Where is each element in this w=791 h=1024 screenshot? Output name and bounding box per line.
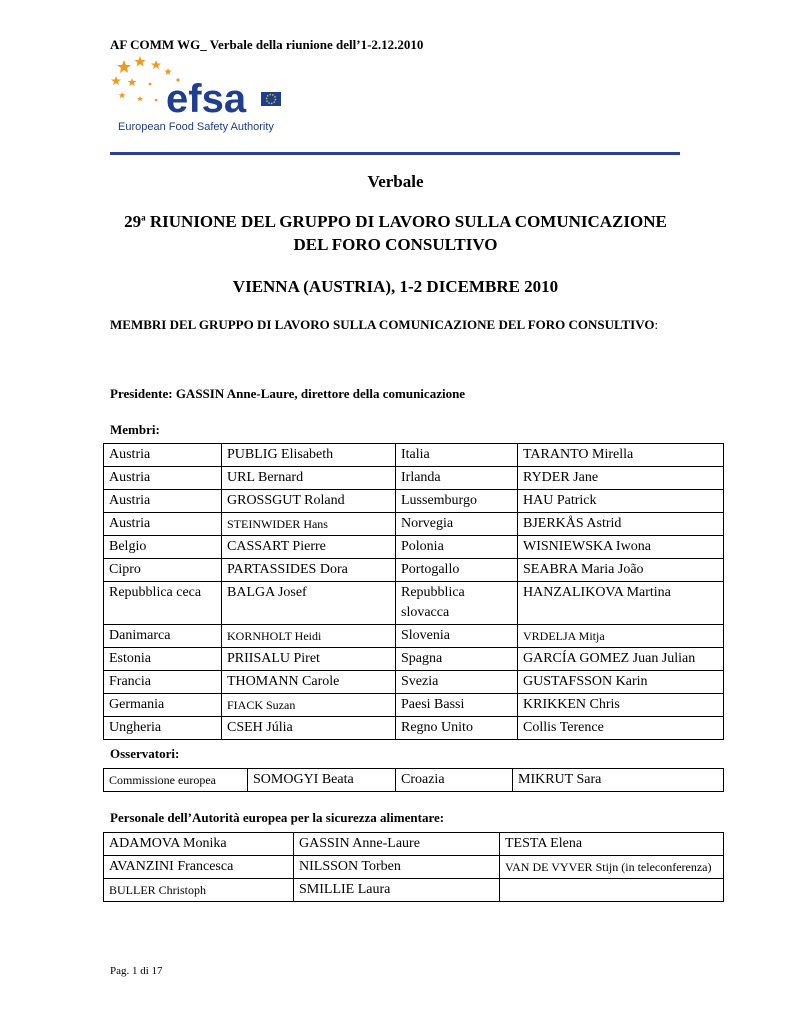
running-header: AF COMM WG_ Verbale della riunione dell’1-2.12.2010	[110, 37, 424, 52]
table-cell: FIACK Suzan	[222, 694, 396, 717]
table-row	[104, 625, 724, 648]
table-cell	[500, 879, 724, 902]
observers-table	[103, 768, 724, 792]
title-rest: RIUNIONE DEL GRUPPO DI LAVORO SULLA COMUNICAZIONE	[145, 212, 667, 231]
table-row	[104, 536, 724, 559]
table-cell: TESTA Elena	[500, 833, 724, 856]
table-cell: VAN DE VYVER Stijn (in teleconferenza)	[500, 856, 724, 879]
table-cell: PUBLIG Elisabeth	[222, 444, 396, 467]
table-cell: GARCÍA GOMEZ Juan Julian	[518, 648, 724, 671]
table-cell: Belgio	[104, 536, 222, 559]
table-cell: STEINWIDER Hans	[222, 513, 396, 536]
table-cell: PARTASSIDES Dora	[222, 559, 396, 582]
table-cell: GASSIN Anne-Laure	[294, 833, 500, 856]
eu-flag-icon	[261, 92, 281, 106]
table-cell: Portogallo	[396, 559, 518, 582]
logo-subtitle: European Food Safety Authority	[118, 121, 274, 133]
meeting-title-line1	[0, 212, 791, 232]
table-cell: VRDELJA Mitja	[518, 625, 724, 648]
meeting-location: VIENNA (AUSTRIA), 1-2 DICEMBRE 2010	[232, 277, 559, 296]
table-cell: Austria	[104, 490, 222, 513]
observers-label: Osservatori:	[110, 746, 180, 761]
table-cell: NILSSON Torben	[294, 856, 500, 879]
table-row	[104, 856, 724, 879]
table-cell: Cipro	[104, 559, 222, 582]
table-cell: BULLER Christoph	[104, 879, 294, 902]
table-cell: Croazia	[396, 769, 513, 792]
table-cell: KORNHOLT Heidi	[222, 625, 396, 648]
table-row	[104, 467, 724, 490]
table-cell: URL Bernard	[222, 467, 396, 490]
table-cell: BJERKÅS Astrid	[518, 513, 724, 536]
members-table	[103, 443, 724, 740]
title-number: 29	[124, 212, 142, 231]
document-type: Verbale	[367, 172, 424, 191]
table-row	[104, 559, 724, 582]
table-cell: Slovenia	[396, 625, 518, 648]
page-number: Pag. 1 di 17	[110, 965, 163, 977]
table-cell: Repubblica ceca	[104, 582, 222, 625]
staff-table	[103, 832, 724, 902]
table-cell: PRIISALU Piret	[222, 648, 396, 671]
meeting-title-line2: DEL FORO CONSULTIVO	[293, 235, 498, 254]
table-cell: Austria	[104, 467, 222, 490]
table-row	[104, 769, 724, 792]
table-cell: GROSSGUT Roland	[222, 490, 396, 513]
members-heading-colon: :	[654, 317, 659, 332]
table-cell: Italia	[396, 444, 518, 467]
table-cell: TARANTO Mirella	[518, 444, 724, 467]
members-heading-text: MEMBRI DEL GRUPPO DI LAVORO SULLA COMUNICAZIONE DEL FORO CONSULTIVO	[110, 317, 655, 332]
table-cell: Danimarca	[104, 625, 222, 648]
table-cell: Commissione europea	[104, 769, 248, 792]
staff-label: Personale dell’Autorità europea per la sicurezza alimentare:	[110, 810, 445, 825]
table-cell: AVANZINI Francesca	[104, 856, 294, 879]
table-cell: Spagna	[396, 648, 518, 671]
table-cell: Austria	[104, 444, 222, 467]
table-cell: Estonia	[104, 648, 222, 671]
table-cell: Austria	[104, 513, 222, 536]
table-row	[104, 582, 724, 625]
table-cell: Ungheria	[104, 717, 222, 740]
table-row	[104, 833, 724, 856]
table-cell: Germania	[104, 694, 222, 717]
table-row	[104, 490, 724, 513]
title-sup: a	[141, 212, 146, 223]
table-row	[104, 717, 724, 740]
table-cell: Paesi Bassi	[396, 694, 518, 717]
table-cell: Francia	[104, 671, 222, 694]
table-cell: CASSART Pierre	[222, 536, 396, 559]
table-cell: MIKRUT Sara	[513, 769, 724, 792]
table-cell: KRIKKEN Chris	[518, 694, 724, 717]
table-row	[104, 671, 724, 694]
table-cell: Irlanda	[396, 467, 518, 490]
table-cell: Polonia	[396, 536, 518, 559]
members-label: Membri:	[110, 422, 160, 437]
header-rule	[110, 152, 680, 155]
table-row	[104, 879, 724, 902]
table-cell: SOMOGYI Beata	[248, 769, 396, 792]
table-cell: GUSTAFSSON Karin	[518, 671, 724, 694]
table-row	[104, 694, 724, 717]
table-cell: Lussemburgo	[396, 490, 518, 513]
table-cell: BALGA Josef	[222, 582, 396, 625]
table-row	[104, 513, 724, 536]
members-section-heading	[110, 317, 696, 333]
table-cell: WISNIEWSKA Iwona	[518, 536, 724, 559]
table-cell: CSEH Júlia	[222, 717, 396, 740]
table-cell: HAU Patrick	[518, 490, 724, 513]
table-cell: SMILLIE Laura	[294, 879, 500, 902]
table-cell: RYDER Jane	[518, 467, 724, 490]
table-row	[104, 648, 724, 671]
table-cell: SEABRA Maria João	[518, 559, 724, 582]
table-cell: ADAMOVA Monika	[104, 833, 294, 856]
logo-wordmark: efsa	[166, 77, 247, 121]
table-cell: HANZALIKOVA Martina	[518, 582, 724, 625]
table-cell: Regno Unito	[396, 717, 518, 740]
table-cell: Svezia	[396, 671, 518, 694]
table-cell: Repubblica slovacca	[396, 582, 518, 625]
table-cell: Collis Terence	[518, 717, 724, 740]
table-cell: Norvegia	[396, 513, 518, 536]
table-cell: THOMANN Carole	[222, 671, 396, 694]
table-row	[104, 444, 724, 467]
president-line: Presidente: GASSIN Anne-Laure, direttore della comunicazione	[110, 386, 466, 401]
